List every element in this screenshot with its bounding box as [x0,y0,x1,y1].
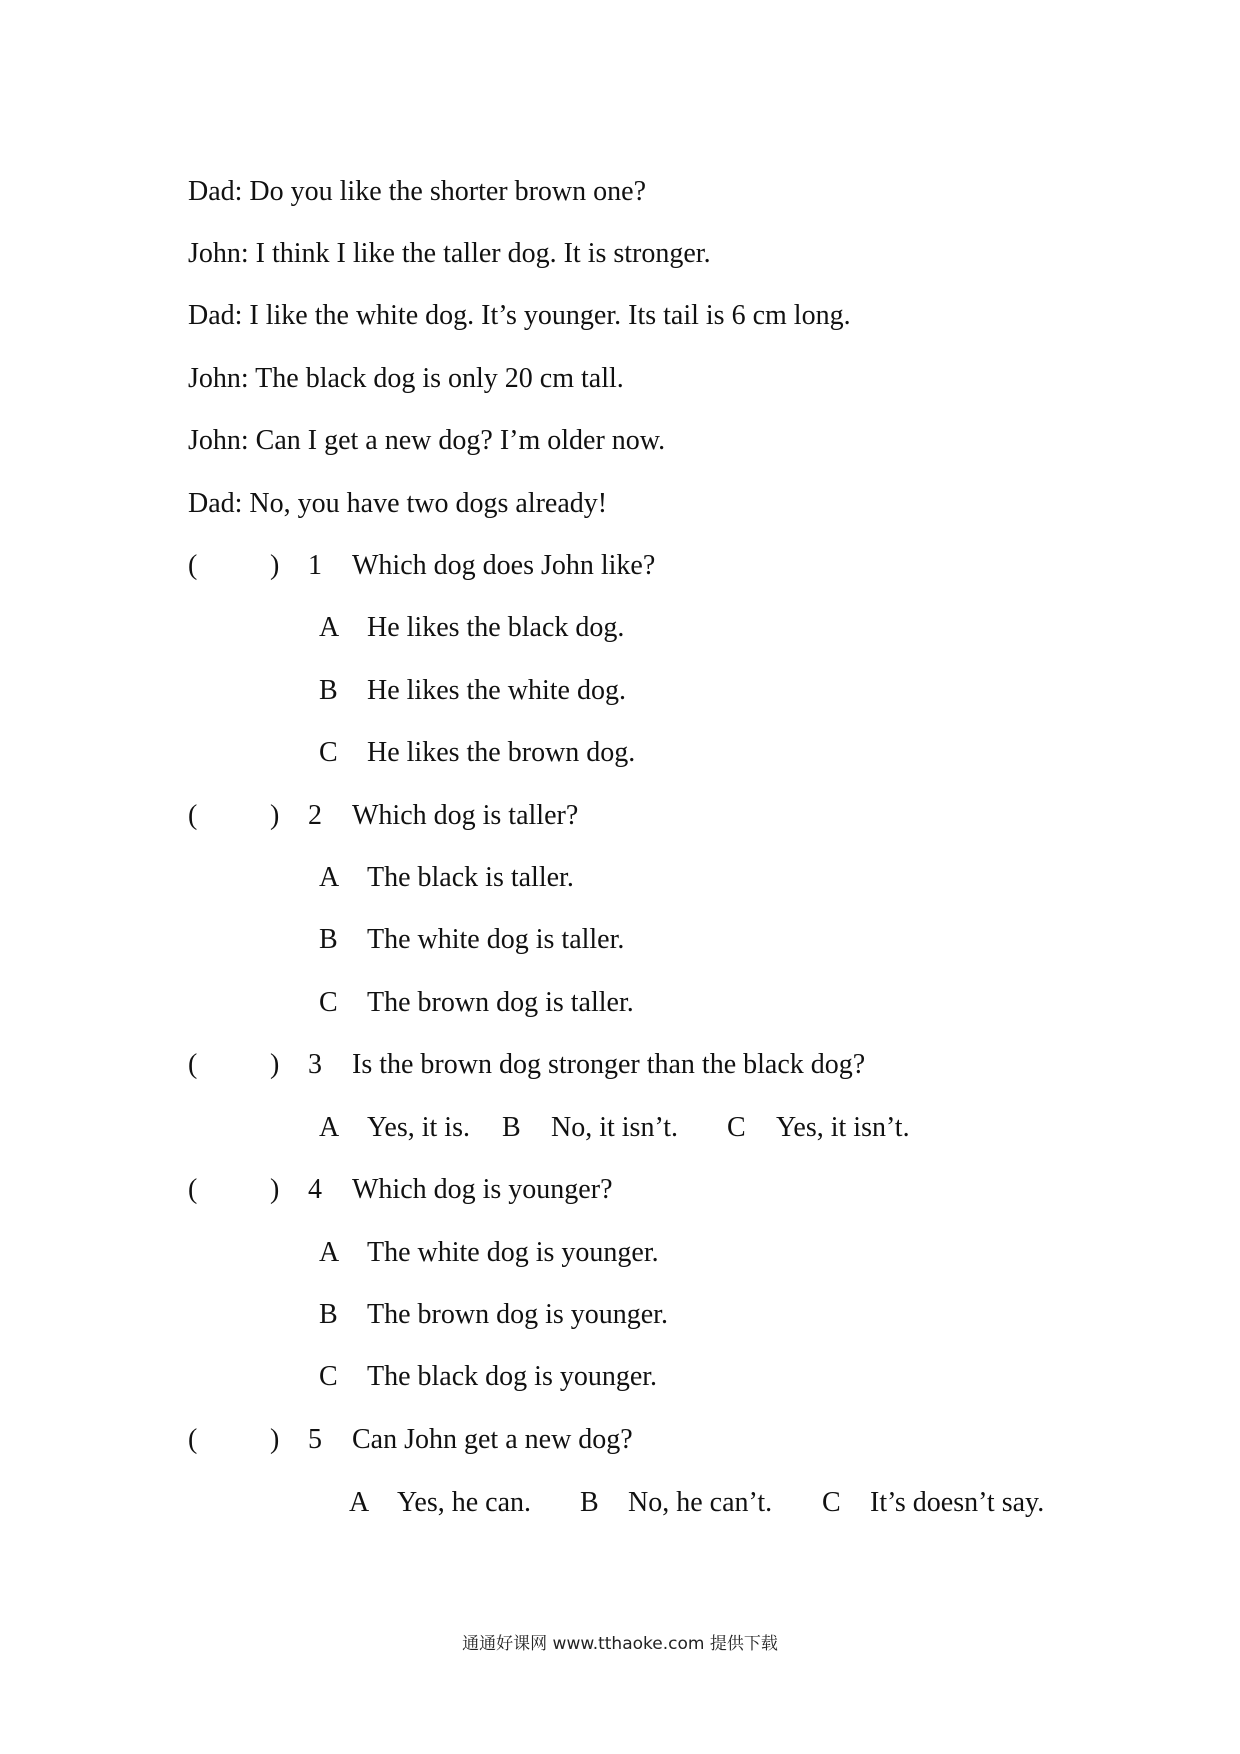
question-number: 1 [308,550,322,581]
dialogue-line: Dad: I like the white dog. It’s younger. Its tail is 6 cm long. [188,300,851,331]
option-text: Yes, it is. [367,1112,470,1143]
question-number: 5 [308,1424,322,1455]
option-letter: C [319,1361,338,1392]
option-letter: A [319,1112,340,1143]
option-text: The brown dog is younger. [367,1299,668,1330]
answer-bracket-close: ) [270,1424,280,1455]
option-letter: A [319,1237,340,1268]
question-number: 2 [308,800,322,831]
footer-credit: 通通好课网 www.tthaoke.com 提供下载 [462,1634,778,1654]
option-letter: B [502,1112,521,1143]
option-letter: B [319,924,338,955]
question-text: Which dog is younger? [352,1174,613,1205]
option-text: The white dog is taller. [367,924,625,955]
answer-bracket-close: ) [270,1174,280,1205]
dialogue-line: Dad: No, you have two dogs already! [188,488,608,519]
option-text: The brown dog is taller. [367,987,634,1018]
answer-bracket-open: ( [188,1424,198,1455]
option-letter: B [580,1487,599,1518]
option-letter: C [319,737,338,768]
dialogue-line: John: The black dog is only 20 cm tall. [188,363,624,394]
option-text: Yes, it isn’t. [776,1112,910,1143]
option-text: Yes, he can. [397,1487,532,1518]
answer-bracket-open: ( [188,550,198,581]
question-text: Is the brown dog stronger than the black dog? [352,1049,866,1080]
answer-bracket-close: ) [270,1049,280,1080]
option-text: He likes the white dog. [367,675,626,706]
option-text: No, he can’t. [628,1487,773,1518]
dialogue-line: Dad: Do you like the shorter brown one? [188,176,646,207]
answer-bracket-close: ) [270,800,280,831]
question-text: Which dog is taller? [352,800,579,831]
question-text: Which dog does John like? [352,550,656,581]
question-text: Can John get a new dog? [352,1424,633,1455]
option-letter: C [822,1487,841,1518]
option-text: The white dog is younger. [367,1237,659,1268]
option-letter: A [319,612,340,643]
answer-bracket-open: ( [188,800,198,831]
option-letter: C [319,987,338,1018]
option-letter: C [727,1112,746,1143]
dialogue-line: John: Can I get a new dog? I’m older now. [188,425,666,456]
option-letter: A [349,1487,370,1518]
question-number: 4 [308,1174,322,1205]
question-number: 3 [308,1049,322,1080]
option-text: He likes the brown dog. [367,737,636,768]
option-letter: A [319,862,340,893]
option-text: The black dog is younger. [367,1361,658,1392]
answer-bracket-close: ) [270,550,280,581]
dialogue-line: John: I think I like the taller dog. It is stronger. [188,238,711,269]
option-letter: B [319,675,338,706]
option-text: No, it isn’t. [551,1112,679,1143]
option-letter: B [319,1299,338,1330]
answer-bracket-open: ( [188,1049,198,1080]
option-text: He likes the black dog. [367,612,625,643]
option-text: The black is taller. [367,862,574,893]
option-text: It’s doesn’t say. [870,1487,1045,1518]
answer-bracket-open: ( [188,1174,198,1205]
